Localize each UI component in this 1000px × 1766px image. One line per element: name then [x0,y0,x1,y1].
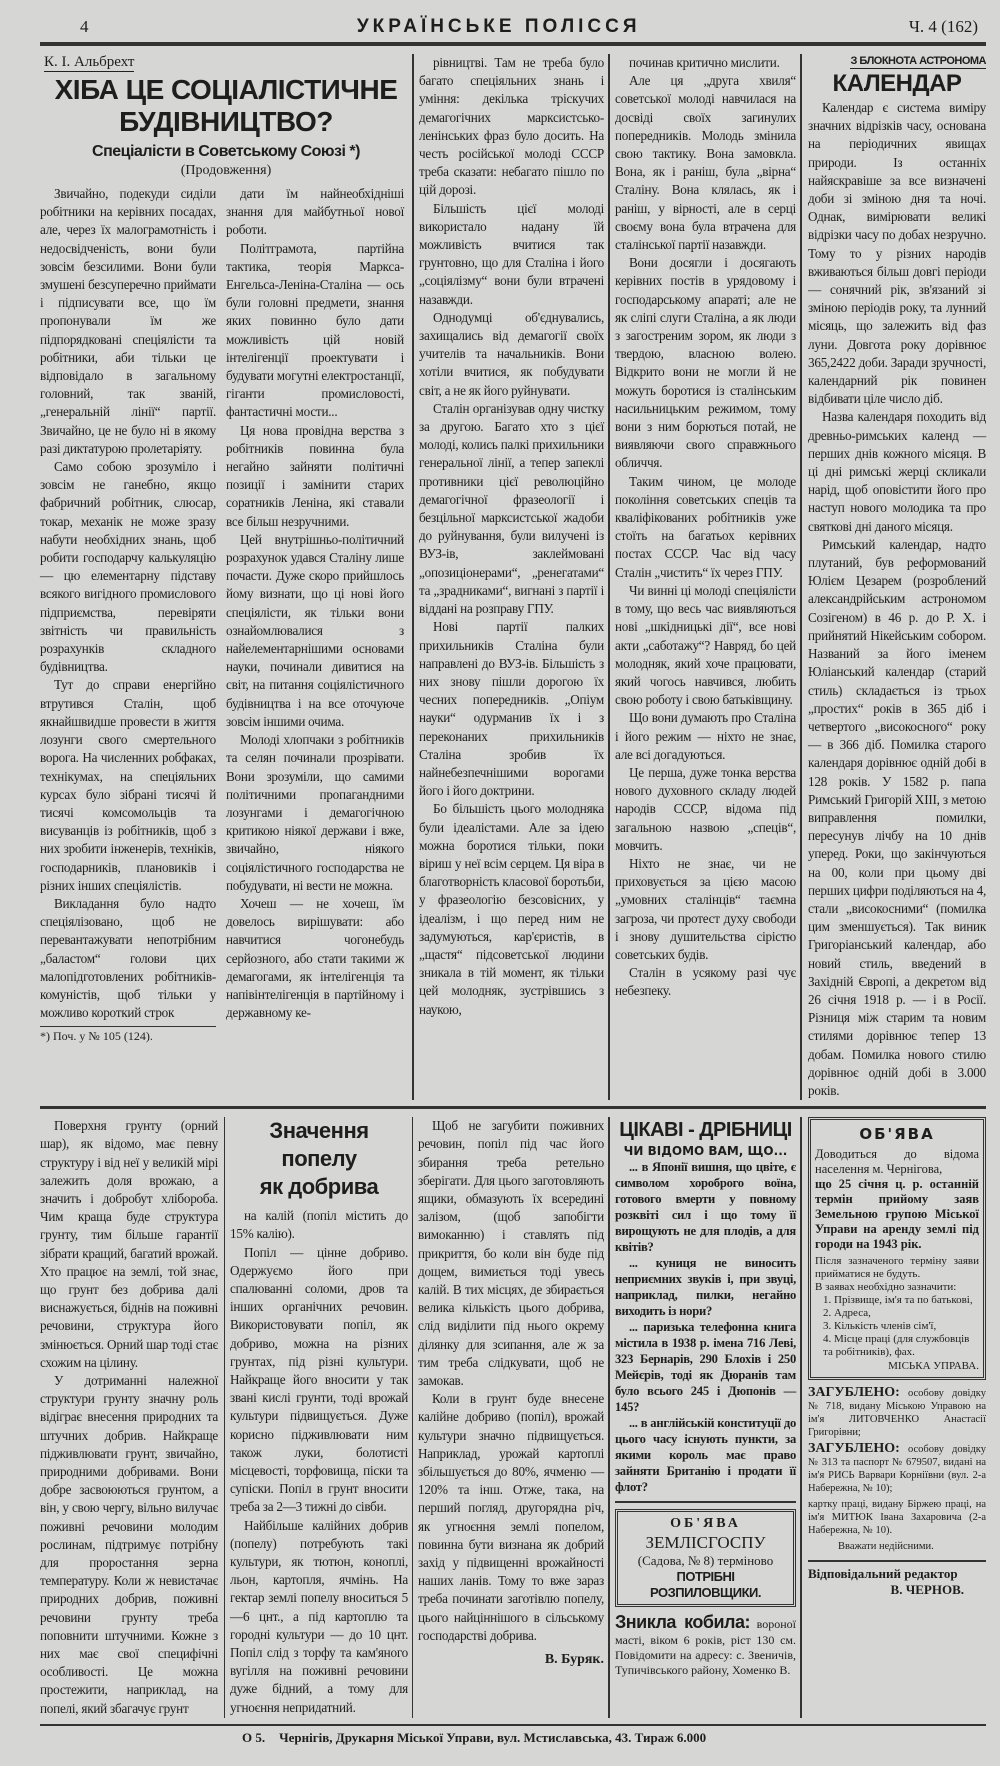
zemlisgosp-ad [615,1509,796,1607]
paragraph: починав критично мислити. [629,55,780,70]
paragraph: Коли в грунт буде внесене калійне добриво (попіл), врожай культури значно підвищується. Наприклад, урожай картоплі збільшується до 80%, ячменю — 120% та інш. Отже, така, на перший погляд, другорядна річ, як угноєння землі попелом, повинна бути визнана як добрий захід у підвищенні врожайності наших ланів. Тому то вже зараз треба починати заготівлю попелу, цього найціннішого в сільському господарстві добрива. [418,1391,604,1643]
paragraph: Ніхто не знає, чи не приховується за цією масою „умовних сталінців“ таємна загроза, чи протест духу свободи і знову душительства сірістю советських будів. [615,855,796,962]
issue-number: Ч. 4 (162) [908,17,978,36]
paragraph: Цей внутрішньо-політичний розрахунок удався Сталіну лише почасти. Дуже скоро прийшлось йому визнати, що ці нові його спеціялісти, як тільки вони ознайомлювалися з найелементарнішими основами науки, починали дивитися на світ, на питання соціялістичного будівництва і на все оточуюче зовсім іншими очима. [226,531,404,729]
article-column-4 [615,54,796,1001]
article-author: К. І. Альбрехт [44,54,135,70]
notice-item: 1. Прізвище, ім'я та по батькові, [823,1294,973,1307]
lost-text: особову довідку № 718, видану Міською Управою на ім'я ЛИТОВЧЕНКО Анастасії Григорівни; [808,1388,986,1439]
paragraph: Назва календаря походить від древньо-римських календ — перших днів кожного місяця. В ці дні римські жерці скликали нарід, щоб оповістити його про наступ нового молодика та про святкові дні даного місяця. [808,409,986,534]
footer-rule [40,1724,986,1726]
lost-text: картку праці, видану Біржею праці, на ім'я МИТЮК Івана Захаровича (2-а Набережна, № 10). [808,1499,986,1537]
ash-signature: В. Буряк. [544,1652,604,1668]
lost-notice [808,1386,986,1439]
notice-item: 2. Адреса, [823,1307,871,1320]
paragraph: ... паризька телефонна книга містила в 1938 р. імена 716 Леві, 323 Бернарів, 290 Блохів і 250 Мейєрів, тоді як Дюранів там було всього 245 і Дюпонів — 145? [615,1320,796,1415]
footer [40,1730,986,1746]
editor-name: В. ЧЕРНОВ. [890,1582,964,1598]
article-title [40,74,412,138]
paragraph: Тут до справи енергійно втрутився Сталін, щоб якнайшвидше провести в життя лозунги свого смертельного ворога. На численних робфаках, технікумах, на спеціяльних курсах було зібрані тисячі й тисячі комсомольців та висуванців із робітників, щоб з них зробити інженерів, техніків, господарників, плановиків і різних інших спеціялістів. [40,677,216,893]
title-line: Значення попелу [269,1118,369,1172]
paragraph: Найбільше калійних добрив (попелу) потребують такі культури, як тютюн, коноплі, льон, картопля, ячмінь. На гектар землі попелу вноситься 5—6 цнт., а під картоплю та городні культури — до 10 цнт. Попіл слід з торфу та кам'яного вугілля на поживні речовини дуже бідний, а тому для угноєння непридатний. [230,1517,408,1715]
article-column-3-wrap [412,54,608,1100]
article-column-1 [40,185,216,1022]
calendar-title: КАЛЕНДАР [832,70,962,97]
paragraph: Римський календар, надто плутаний, був реформований Юлієм Цезарем (розроблений александрійським астрономом Созігеном) в 46 р. до Р. Х. і прийнятий Нікейським собором. Названий за його іменем Юліанський календар (старий стиль) складається із трьох „простих“ років в 365 діб і четвертого „високосного“ року — в 366 діб. Помилка старого календаря дорівнює одній добі в 128 років. У 1582 р. папа Римський Григорій XIII, з метою виправлення помилки, пересунув лічбу на 10 днів уперед. Роки, що закінчуються на 00, коли при цьому дві перших цифри поділяються на 4, стали „високосними“ (помилка цим зменшується). Так виник Григоріанський календар, або новий стиль, введений в Західній Європі, а декретом від 26 січня 1918 р. — і в Росії. Різниця між старим та новим стилями дорівнює тепер 13 добам. Помилка нового стилю дорівнює одній добі в 3.000 років. [808,536,986,1098]
ad-text: вороної масті, віком 6 років, ріст 130 см. Повідомити на адресу: с. Звеничів, Тупичівського району, Хоменко В. [615,1617,796,1678]
article-column-2 [222,185,404,1044]
paragraph: Нові партії палких прихильників Сталіна були направлені до ВУЗ-ів. Більшість з них знову пішли дорогою їх чесних попередників. „Опіум науки“ одурманив їх і з переконаних прихильників Сталіна зробив їх найнебезпечнішими ворогами його і його доктрини. [419,619,604,799]
paragraph: Чи винні ці молоді спеціялісти в тому, що весь час виявляються нові „шкідницькі дії“, все нові акти „саботажу“? Навряд, бо цей молодняк, який хоче працювати, який чогось навчився, любить свою роботу і свою батьківщину. [615,582,796,708]
notice-text: В заявах необхідно зазначити: [815,1281,957,1294]
ad-line: ЗЕМЛІСГОСПУ [645,1533,766,1553]
calendar-rubric: З БЛОКНОТА АСТРОНОМА [850,55,986,67]
article-continuation: (Продовження) [180,163,272,178]
lost-notice [808,1498,986,1537]
paragraph: Поверхня грунту (орний шар), як відомо, має певну структуру і від неї у великій мірі залежить доля врожаю, а значить і добробут хлібороба. Чим краща буде структура грунту, тим більше гарантії зібрати кращий, багатий врожай. Хто працює на землі, той знає, що грунт без добрива далі виснажується, біднів на поживні речовини, структура його змінюється. Орний шар тоді стає схожим на цілину. [40,1118,218,1370]
title-line: як добрива [259,1174,379,1200]
article-column-4-wrap [608,54,800,1100]
ash-title [230,1117,408,1201]
paragraph: Молоді хлопчаки з робітників та селян починали прозрівати. Вони зрозуміли, що самими політичними пропагандними лозунгами і демагогічною критикою ніякої держави і вже, звичайно, ніякого соціялістичного господарства не побудувати, ні вести не можна. [226,732,404,893]
notice-signature: МІСЬКА УПРАВА. [888,1360,979,1373]
notice-text: Доводиться до відома населення м. Чернігова, [815,1147,979,1177]
paragraph: Ця нова провідна верства з робітників повинна була негайно зайняти політичні позиції і замінити старих соратників Леніна, які ставали все більш незручними. [226,422,404,529]
paragraph: Календар є система виміру значних відрізків часу, основана на періодичних явищах природи. Із останніх найяскравіше за все визначені доби зі зміною дня та ночі. Однак, вимірювати великі відрізки часу по добах незручно. Тому то у різних народів вживаються більш довгі періоди — сонячний рік, зв'язаний зі зміною періодів року, та лунний місяць, що залежить від фаз луни. Довгота року дорівнює 365,2422 доби. Заради зручності, календарний рік повинен відбивати ціле число діб. [808,100,986,407]
ash-column-1 [40,1117,224,1718]
notice-box [808,1117,986,1380]
paragraph: Щоб не загубити поживних речовин, попіл під час його збирання треба ретельно зберігати. Для цього заготовляють ящики, обмазують їх всередині залізом, (щоб запобігти вимоканню) і ставлять під прикриття, бо коли він буде під дощем, вимиється тоді увесь калій. В тих місцях, де збирається велика кількість цього добрива, слід виділити під нього окрему ділянку для зсипання, але ж за тим треба слідкувати, щоб не замокав. [418,1118,604,1389]
paragraph: на калій (попіл містить до 15% калію). [230,1208,408,1242]
lost-notices [808,1386,986,1556]
lower-section [40,1117,986,1718]
notices-column [800,1117,986,1718]
ad-line: (Садова, № 8) терміново [637,1553,774,1569]
paragraph: Само собою зрозуміло і зовсім не ганебно, якщо фабричний робітник, слюсар, токар, механік не може зразу набути необхідних знань, щоб робити господарчу калькуляцію — цю елементарну підставу всякого вигідного промислового підприємства, перевіряти звітність чи правильність розрахунків складного будівництва. [40,459,216,675]
paragraph: Попіл — цінне добриво. Одержуємо його при спалюванні соломи, дров та інших органічних речовин. Використовувати попіл, як добриво, можна на різних грунтах, під різні культури. Найкраще його вносити у так звані кислі грунти, тоді врожай культури підвищується. Дуже корисно підживлювати ним також луки, болотисті місцевості, торфовища, піски та супіски. Попіл в грунт вносити треба за 2—3 тижні до сівби. [230,1244,408,1515]
paragraph: Бо більшість цього молодняка були ідеалістами. Але за ідею можна боротися тільки, поки віриш у неї всім серцем. Ця віра в благотворність класової боротьби, у фразеологію безсовісних, у ідеалізм, і що перед ним не задумуються, кар'єристів, в „щастя“ підсоветської людини зникала в тій момент, як тільки цей молодняк, зустрівшись з наукою, [419,801,604,1017]
title-line: ХІБА ЦЕ СОЦІАЛІСТИЧНЕ [54,74,398,105]
masthead [40,16,986,46]
paragraph: Хочеш — не хочеш, їм довелось вирішувати: або навчитися чогонебудь серйозного, або стати такими ж демагогами, як інтелігенція та напівінтелігенція в партійному і державному ке- [226,895,404,1021]
ash-column-2-wrap [224,1117,412,1718]
paragraph: Звичайно, подекуди сиділи робітники на керівних посадах, але, через їх малограмотність і недосвідченість, вони були зовсім безсилими. Вони були змушені безсуперечно приймати і підписувати все, що їм пропонували їм же підпорядковані спеціялісти та робітники, аби тільки це відповідало в загальному головний, так званій, „генеральній лінії“ партії. Звичайно, це не було ні в якому разі диктатурою пролетаріяту. [40,186,216,456]
paragraph: ... в Японії вишня, що цвіте, є символом хороброго воїна, готового вмерти у повному розквіті сил і що тому її вирощують не для плодів, а для квітів? [615,1160,796,1255]
trivia-title: ЦІКАВІ - ДРІБНИЦІ [619,1119,792,1142]
paragraph: ... куниця не виносить неприємних звуків і, при звуці, наприклад, пилки, негайно виходить із нори? [615,1256,796,1319]
paragraph: Політграмота, партійна тактика, теорія Маркса-Енгельса-Леніна-Сталіна — ось були головні предмети, знання яких повинно було дати можливість цій новій інтелігенції проектувати і будувати могутні електростанції, гіганти промисловості, фантастичні мости... [226,240,405,420]
article-subtitle: Спеціалісти в Советському Союзі *) [92,143,360,160]
paragraph: Що вони думають про Сталіна і його режим — ніхто не знає, але всі догадуються. [615,710,796,762]
trivia-column [608,1117,800,1718]
editor-label: Відповідальний редактор [808,1566,958,1582]
paragraph: Таким чином, це молоде покоління советських спеців та кваліфікованих робітників уже стоїть на багатьох керівних постах СССР. Час від часу Сталін „чистить“ їх через ГПУ. [615,473,796,580]
paragraph: Однодумці об'єднувались, захищались від демагогії своїх учителів та начальників. Вони хотіли вчитися, як побудувати світ, а не як його руйнувати. [419,309,604,398]
paragraph: Більшість цієї молоді використало надану їй можливість вчитися так грунтовно, що для Сталіна і його „соціялізму“ вони були втрачені назавжди. [419,200,604,307]
section-rule [808,1560,986,1562]
paragraph: Це перша, дуже тонка верства нового духовного складу людей народів СССР, відома під загальною назвою „спеців“, мовчить. [615,764,796,853]
main-article [40,54,412,1100]
article-column-3 [419,54,604,1019]
notice-text: Після зазначеного терміну заяви прийматися не будуть. [815,1255,979,1281]
trivia-text [615,1159,796,1495]
lost-text: Вважати недійсними. [838,1541,934,1553]
lost-label: ЗАГУБЛЕНО: [808,1385,900,1401]
lost-notice [808,1540,986,1553]
ad-line: ПОТРІБНІ РОЗПИЛОВЩИКИ. [649,1569,762,1601]
notice-item: 4. Місце праці (для службовців та робітників), фах. [823,1333,970,1359]
footer-code: О 5. [242,1729,266,1745]
ad-title: ОБ'ЯВА [670,1516,741,1532]
paragraph: рівництві. Там не треба було багато спеціяльних знань і уміння: декілька тріскучих демагогічних марксистсько-ленінських фраз було досить. На честь російської молоді СССР треба сказати: небагато пішло по цій дорозі. [419,55,604,198]
paragraph: Сталін в усякому разі чує небезпеку. [615,965,796,999]
newspaper-title: УКРАЇНСЬКЕ ПОЛІССЯ [356,16,641,37]
notice-item: 3. Кількість членів сім'ї, [823,1320,937,1333]
section-rule [40,1106,986,1109]
paragraph: дати їм найнеобхідніші знання для майбутньої нової роботи. [226,186,404,238]
footnote: *) Поч. у № 105 (124). [40,1026,216,1044]
paragraph: Але ця „друга хвиля“ советської молоді навчилася на досвіді своїх загинулих попередників. Молодь змінила свою тактику. Вона замовкла. Вона, як і раніш, була „вірна“ Сталіну. Вона клялась, як і раніш, у вірності, але в серці своєму вона була втрачена для сталінської партії назавжди. [615,73,796,253]
title-line: БУДІВНИЦТВО? [119,106,333,137]
notice-title: ОБ'ЯВА [859,1125,935,1144]
paragraph: ... в англійській конституції до цього часу існують пункти, за якими король має право зайняти Британію і продати її флот? [615,1416,796,1495]
editor-block [808,1566,986,1598]
section-rule [615,1501,796,1503]
article-body [40,185,412,1044]
notice-deadline: що 25 січня ц. р. останній термін прийому заяв Земельною групою Міської Управи на аренду землі під городи на 1943 рік. [815,1177,979,1252]
upper-section [40,54,986,1100]
lost-label: ЗАГУБЛЕНО: [808,1441,900,1457]
paragraph: У дотриманні належної структури грунту значну роль відіграє внесення природних та штучних добрив. Найкраще підживлювати грунт, звичайно, природними добривами. Вони добре засвоюються грунтом, а він, у свою чергу, вільно вилучає поживні речовини молодим рослинам, підтримує потрібну для проростання зерна температуру. Коли ж невистачає природних добрив, поживні речовини грунту треба поповнити штучними. Кожне з них має свої специфічні особливості. Це можна простежити, наприклад, на попелі, який збагачує грунт [40,1373,218,1716]
paragraph: Сталін організував одну чистку за другою. Багато хто з цієї молоді, колись палкі прихильники генеральної лінії, а тепер запеклі противники цієї революційно демагогічної фразеології і безцільної марксистської жадоби до руйнування, були вилучені із ВУЗ-ів, заклеймовані „опозиціонерами“, „ренегатами“ та „зрадниками“, вигнані з партії і віддані на розправу ГПУ. [419,400,604,617]
lost-notice [808,1442,986,1495]
ash-column-3-wrap [412,1117,608,1718]
calendar-column [800,54,986,1100]
page-number: 4 [80,17,89,36]
horse-ad [615,1611,796,1678]
ash-column-2 [230,1207,408,1717]
footer-imprint: Чернігів, Друкарня Міської Управи, вул. Мстиславська, 43. Тираж 6.000 [279,1729,707,1745]
ad-title: Зникла кобила: [615,1612,750,1633]
calendar-text [808,99,986,1100]
paragraph: Вони досягли і досягають керівних постів в урядовому і господарському апараті; але не як сліпі слуги Сталіна, а як люди з загостреним зором, як люди з твердою, власною волею. Відкрито вони не могли й не можуть боротися із сталінським насильницьким режимом, тому вони з ним борються потай, не виявляючи свого справжнього обличчя. [615,255,796,471]
paragraph: Викладання було надто спеціялізовано, щоб не перевантажувати непотрібним „баластом“ голови цих малопідготовлених робітників-комуністів, щоб тільки у можливо короткий строк [40,895,216,1021]
article-col1-wrap [40,185,222,1044]
ash-column-3 [418,1117,604,1645]
lost-text: особову довідку № 313 та паспорт № 679507, видані на ім'я РИСЬ Варвари Корніївни (вул. 2-а Набережна, № 10); [808,1444,986,1495]
notice-items [815,1294,979,1359]
trivia-subtitle: ЧИ ВІДОМО ВАМ, ЩО... [623,1144,788,1159]
